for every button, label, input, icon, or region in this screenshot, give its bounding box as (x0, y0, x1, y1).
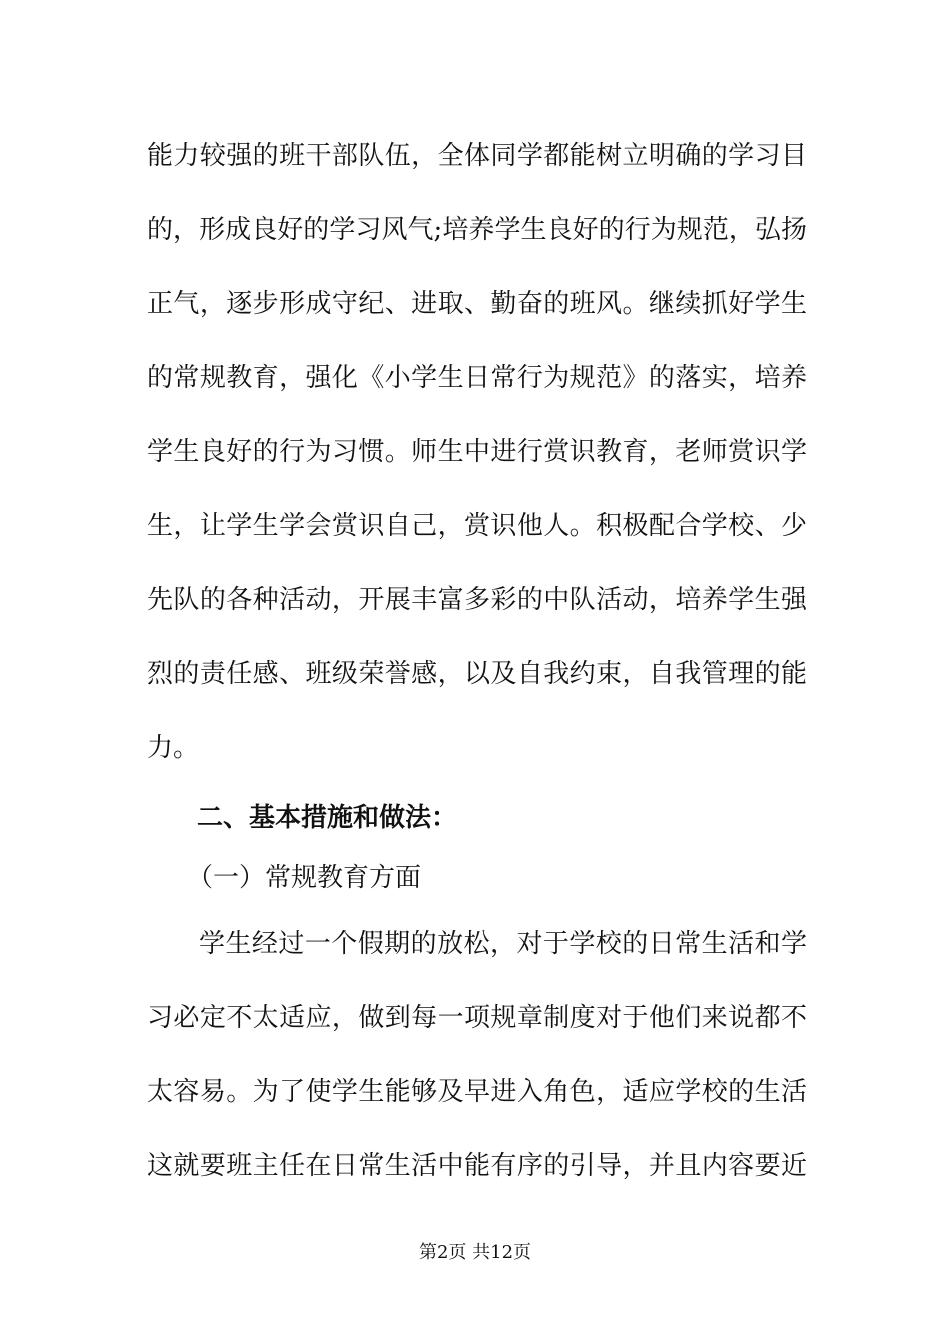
paragraph-line: 学生经过一个假期的放松，对于学校的日常生活和学 (199, 929, 807, 959)
paragraph-line: 正气，逐步形成守纪、进取、勤奋的班风。继续抓好学生 (147, 289, 807, 319)
subsection-heading: （一）常规教育方面 (187, 863, 422, 893)
paragraph-line: 力。 (147, 733, 200, 763)
paragraph-line: 习必定不太适应，做到每一项规章制度对于他们来说都不 (147, 1003, 807, 1033)
paragraph-line: 学生良好的行为习惯。师生中进行赏识教育，老师赏识学 (147, 437, 807, 467)
paragraph-line: 这就要班主任在日常生活中能有序的引导，并且内容要近 (147, 1151, 807, 1181)
paragraph-line: 先队的各种活动，开展丰富多彩的中队活动，培养学生强 (147, 585, 807, 615)
paragraph-line: 生，让学生学会赏识自己，赏识他人。积极配合学校、少 (147, 511, 807, 541)
paragraph-line: 烈的责任感、班级荣誉感，以及自我约束，自我管理的能 (147, 659, 807, 689)
paragraph-line: 的常规教育，强化《小学生日常行为规范》的落实，培养 (147, 363, 807, 393)
paragraph-line: 能力较强的班干部队伍，全体同学都能树立明确的学习目 (147, 141, 807, 171)
page-number-footer: 第2页 共12页 (418, 1242, 532, 1263)
paragraph-line: 太容易。为了使学生能够及早进入角色，适应学校的生活 (147, 1077, 807, 1107)
paragraph-line: 的，形成良好的学习风气;培养学生良好的行为规范，弘扬 (147, 215, 807, 245)
section-heading: 二、基本措施和做法： (197, 803, 458, 833)
